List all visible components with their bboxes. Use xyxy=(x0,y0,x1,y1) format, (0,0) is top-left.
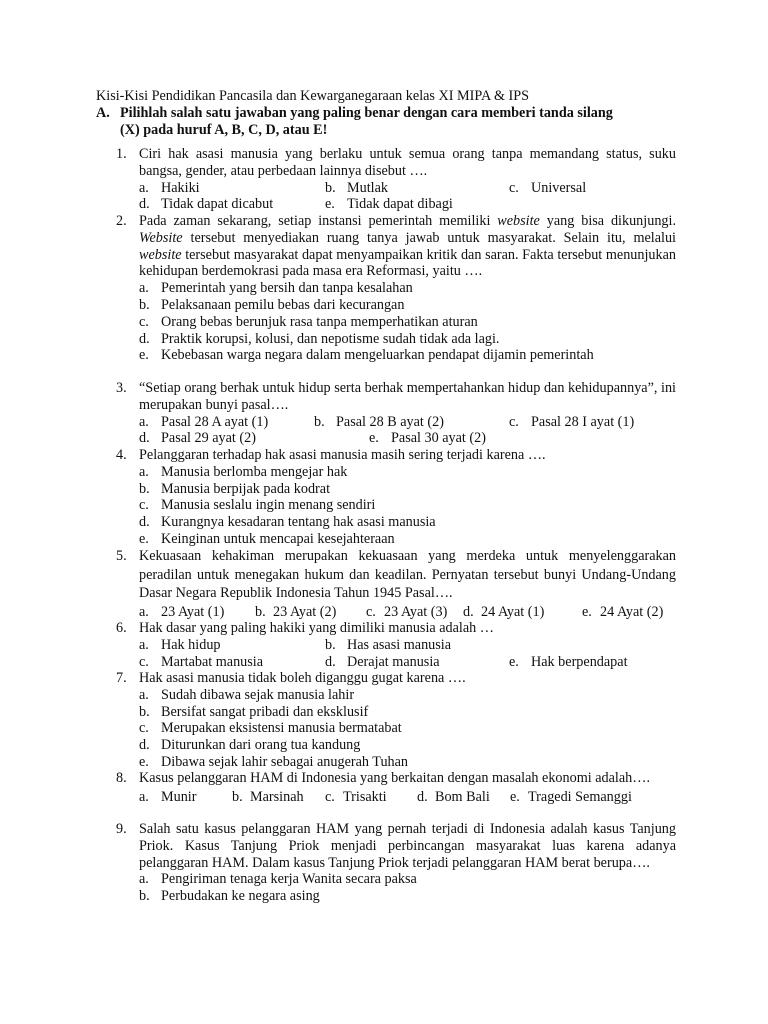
instruction-line-2: (X) pada huruf A, B, C, D, atau E! xyxy=(120,121,328,138)
question-4 xyxy=(116,447,676,548)
option-d: d. Tidak dapat dicabut xyxy=(139,196,274,213)
options xyxy=(139,464,676,548)
options xyxy=(139,603,676,622)
option-b: b. Pasal 28 B ayat (2) xyxy=(314,413,444,430)
question-9 xyxy=(116,821,676,905)
question-1 xyxy=(116,146,676,213)
option-c: c. Merupakan eksistensi manusia bermatabat xyxy=(139,720,402,737)
option-d: d. 24 Ayat (1) xyxy=(463,603,545,620)
option-e: e. Keinginan untuk mencapai kesejahteraan xyxy=(139,530,395,547)
question-number: 5. xyxy=(116,548,127,564)
question-stem: Pada zaman sekarang, setiap instansi pemerintah memiliki website yang bisa dikunjungi. Website tersebut menyediakan ruang tanya jawab untuk masyarakat. Selain itu, melalui website tersebut masyarakat dapat menyampaikan kritik dan saran. Fakta tersebut menunjukan kehidupan berdemokrasi pada masa era Reformasi, yaitu …. xyxy=(139,213,676,280)
option-e: e. Kebebasan warga negara dalam mengeluarkan pendapat dijamin pemerintah xyxy=(139,347,594,364)
option-c: c. Pasal 28 I ayat (1) xyxy=(509,413,635,430)
question-stem: Ciri hak asasi manusia yang berlaku untuk semua orang tanpa memandang status, suku bangsa, gender, atau perbedaan lainnya disebut …. xyxy=(139,146,676,179)
option-b: b. Pelaksanaan pemilu bebas dari kecurangan xyxy=(139,296,405,313)
option-a: a. Hakiki xyxy=(139,179,200,196)
question-6 xyxy=(116,620,676,670)
options xyxy=(139,789,676,806)
question-number: 8. xyxy=(116,770,127,786)
option-a: a. Pasal 28 A ayat (1) xyxy=(139,413,269,430)
option-d: d. Diturunkan dari orang tua kandung xyxy=(139,737,361,754)
options xyxy=(139,637,676,671)
option-b: b. Marsinah xyxy=(232,788,304,805)
option-a: a. 23 Ayat (1) xyxy=(139,603,225,620)
question-3 xyxy=(116,380,676,447)
section-label: A. xyxy=(96,105,110,121)
question-number: 1. xyxy=(116,146,127,162)
question-2 xyxy=(116,213,676,364)
question-stem: Kasus pelanggaran HAM di Indonesia yang berkaitan dengan masalah ekonomi adalah…. xyxy=(139,770,650,786)
options xyxy=(139,687,676,771)
options xyxy=(139,280,676,364)
option-c: c. Trisakti xyxy=(325,788,387,805)
option-e: e. Dibawa sejak lahir sebagai anugerah Tuhan xyxy=(139,753,409,770)
website-term: Website xyxy=(139,229,183,246)
website-term: website xyxy=(139,246,182,263)
question-stem: Hak asasi manusia tidak boleh diganggu gugat karena …. xyxy=(139,670,466,686)
question-stem: Pelanggaran terhadap hak asasi manusia masih sering terjadi karena …. xyxy=(139,447,546,463)
option-d: d. Kurangnya kesadaran tentang hak asasi manusia xyxy=(139,514,436,531)
option-e: e. Pasal 30 ayat (2) xyxy=(369,430,486,447)
option-c: c. 23 Ayat (3) xyxy=(366,603,448,620)
question-stem: Hak dasar yang paling hakiki yang dimiliki manusia adalah … xyxy=(139,620,494,636)
website-term: website xyxy=(497,213,540,229)
option-e: e. Tragedi Semanggi xyxy=(510,788,632,805)
options xyxy=(139,414,676,448)
option-d: d. Derajat manusia xyxy=(325,653,440,670)
option-d: d. Bom Bali xyxy=(417,788,490,805)
option-b: b. Has asasi manusia xyxy=(325,636,452,653)
option-a: a. Pengiriman tenaga kerja Wanita secara paksa xyxy=(139,871,417,888)
option-a: a. Manusia berlomba mengejar hak xyxy=(139,463,348,480)
instruction-line-1: Pilihlah salah satu jawaban yang paling benar dengan cara memberi tanda silang xyxy=(120,105,613,121)
document-title: Kisi-Kisi Pendidikan Pancasila dan Kewarganegaraan kelas XI MIPA & IPS xyxy=(96,88,530,104)
option-c: c. Martabat manusia xyxy=(139,653,264,670)
option-c: c. Manusia seslalu ingin menang sendiri xyxy=(139,497,376,514)
option-b: b. Manusia berpijak pada kodrat xyxy=(139,480,331,497)
options xyxy=(139,180,676,214)
question-8 xyxy=(116,770,676,806)
question-5 xyxy=(116,547,676,621)
instruction-block xyxy=(96,105,676,139)
option-c: c. Orang bebas berunjuk rasa tanpa memperhatikan aturan xyxy=(139,313,478,330)
option-b: b. Perbudakan ke negara asing xyxy=(139,888,320,905)
option-c: c. Universal xyxy=(509,179,587,196)
option-d: d. Pasal 29 ayat (2) xyxy=(139,430,256,447)
option-b: b. Mutlak xyxy=(325,179,388,196)
question-number: 7. xyxy=(116,670,127,686)
option-b: b. Bersifat sangat pribadi dan eksklusif xyxy=(139,703,369,720)
question-number: 9. xyxy=(116,821,127,837)
question-number: 6. xyxy=(116,620,127,636)
question-stem: Kekuasaan kehakiman merupakan kekuasaan yang merdeka untuk menyelenggarakan peradilan untuk menegakan hukum dan keadilan. Pernyatan tersebut bunyi Undang-Undang Dasar Negara Republik Indonesia Tahun 1945 Pasal…. xyxy=(139,548,676,602)
question-number: 3. xyxy=(116,380,127,396)
option-e: e. 24 Ayat (2) xyxy=(582,603,664,620)
options xyxy=(139,871,676,905)
question-number: 2. xyxy=(116,213,127,229)
question-stem: Salah satu kasus pelanggaran HAM yang pernah terjadi di Indonesia adalah kasus Tanjung Priok. Kasus Tanjung Priok menjadi perbincangan masyarakat luas karena adanya pelanggaran HAM. Dalam kasus Tanjung Priok terjadi pelanggaran HAM berat berupa…. xyxy=(139,821,676,871)
option-e: e. Hak berpendapat xyxy=(509,653,628,670)
question-stem: “Setiap orang berhak untuk hidup serta berhak mempertahankan hidup dan kehidupannya”, ini merupakan bunyi pasal…. xyxy=(139,380,676,413)
question-number: 4. xyxy=(116,447,127,463)
question-7 xyxy=(116,670,676,771)
option-a: a. Munir xyxy=(139,788,197,805)
option-b: b. 23 Ayat (2) xyxy=(255,603,337,620)
option-a: a. Pemerintah yang bersih dan tanpa kesalahan xyxy=(139,280,413,297)
option-a: a. Hak hidup xyxy=(139,636,221,653)
option-d: d. Praktik korupsi, kolusi, dan nepotisme sudah tidak ada lagi. xyxy=(139,330,500,347)
option-e: e. Tidak dapat dibagi xyxy=(325,196,453,213)
option-a: a. Sudah dibawa sejak manusia lahir xyxy=(139,686,355,703)
